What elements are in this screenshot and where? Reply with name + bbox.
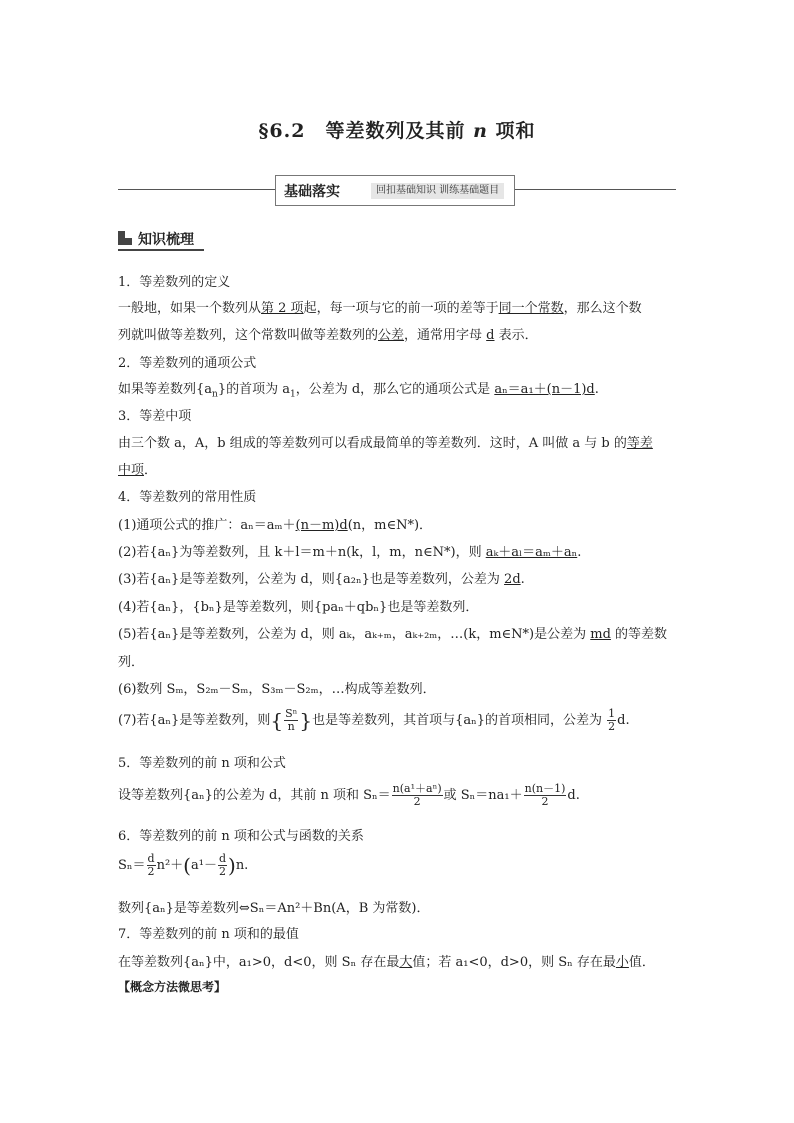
- fraction: $\frac{1}{2}$: [608, 707, 616, 733]
- banner-subtitle: 回扣基础知识 训练基础题目: [371, 183, 504, 199]
- paragraph-5: 设等差数列{aₙ}的公差为 d，其前 n 项和 Sₙ＝ $\frac{\text{n(a¹＋aⁿ)}}{2}$ 或 Sₙ＝na₁＋ $\frac{n(n-1)}{2}$ d.: [118, 782, 580, 808]
- heading-3: 3．等差中项: [118, 409, 192, 424]
- heading-5: 5．等差数列的前 n 项和公式: [118, 756, 286, 771]
- property-5b: 列．: [118, 655, 145, 670]
- concept-heading: 【概念方法微思考】: [118, 980, 227, 994]
- paragraph-3b: 中项．: [118, 463, 158, 478]
- divider-left: [118, 189, 276, 190]
- fraction: $\frac{d}{2}$: [218, 852, 226, 878]
- section-banner: [275, 175, 515, 206]
- heading-2: 2．等差数列的通项公式: [118, 356, 257, 371]
- section-heading: [118, 228, 208, 250]
- fraction: $\frac{\text{Sⁿ}}{n}$: [285, 707, 298, 733]
- fraction: $\frac{n(n-1)}{2}$: [524, 782, 566, 808]
- heading-7: 7．等差数列的前 n 项和的最值: [118, 927, 299, 942]
- heading-4: 4．等差数列的常用性质: [118, 490, 257, 505]
- property-6: (6)数列 Sₘ，S₂ₘ－Sₘ，S₃ₘ－S₂ₘ，…构成等差数列．: [118, 682, 436, 697]
- property-7: (7)若{aₙ}是等差数列，则{ $\frac{\text{Sⁿ}}{n}$ }也是等差数列，其首项与{aₙ}的首项相同，公差为 $\frac{1}{2}$ d.: [118, 707, 630, 733]
- paragraph-7: 在等差数列{aₙ}中，a₁>0，d<0，则 Sₙ 存在最大值；若 a₁<0，d>0，则 Sₙ 存在最小值．: [118, 955, 655, 970]
- property-1: (1)通项公式的推广：aₙ＝aₘ＋(n－m)d(n，m∈N*)．: [118, 518, 433, 533]
- property-4: (4)若{aₙ}，{bₙ}是等差数列，则{paₙ＋qbₙ}也是等差数列．: [118, 600, 479, 615]
- heading-1: 1．等差数列的定义: [118, 275, 231, 290]
- paragraph-6a: Sₙ＝ $\frac{d}{2}$ n²＋(a¹－ $\frac{d}{2}$ )n.: [118, 852, 249, 878]
- paragraph-1a: 一般地，如果一个数列从第 2 项起，每一项与它的前一项的差等于同一个常数，那么这个数: [118, 301, 642, 316]
- property-3: (3)若{aₙ}是等差数列，公差为 d，则{a₂ₙ}也是等差数列，公差为 2d.: [118, 572, 525, 587]
- property-2: (2)若{aₙ}为等差数列，且 k＋l＝m＋n(k，l，m，n∈N*)，则 aₖ＋aₗ＝aₘ＋aₙ.: [118, 545, 582, 560]
- page-title: §6.2 等差数列及其前 n 项和: [258, 120, 536, 142]
- divider-right: [514, 189, 676, 190]
- heading-6: 6．等差数列的前 n 项和公式与函数的关系: [118, 829, 364, 844]
- paragraph-2: 如果等差数列$\{a_n\}$的首项为 $a_1$，公差为 d，那么它的通项公式是 aₙ＝a₁＋(n－1)d.: [118, 382, 599, 400]
- fraction: $\frac{d}{2}$: [147, 852, 155, 878]
- banner-heading: 基础落实: [284, 184, 340, 200]
- property-5a: (5)若{aₙ}是等差数列，公差为 d，则 aₖ，aₖ₊ₘ，aₖ₊₂ₘ，…(k，m∈N*)是公差为 md 的等差数: [118, 627, 668, 642]
- section-heading-label: 知识梳理: [138, 232, 194, 248]
- fraction: $\frac{\text{n(a¹＋aⁿ)}}{2}$: [392, 782, 442, 808]
- paragraph-6b: 数列{aₙ}是等差数列⇔Sₙ＝An²＋Bn(A，B 为常数)．: [118, 901, 430, 916]
- paragraph-3a: 由三个数 a，A，b 组成的等差数列可以看成最简单的等差数列．这时，A 叫做 a 与 b 的等差: [118, 436, 653, 451]
- paragraph-1b: 列就叫做等差数列，这个常数叫做等差数列的公差，通常用字母 d 表示．: [118, 328, 538, 343]
